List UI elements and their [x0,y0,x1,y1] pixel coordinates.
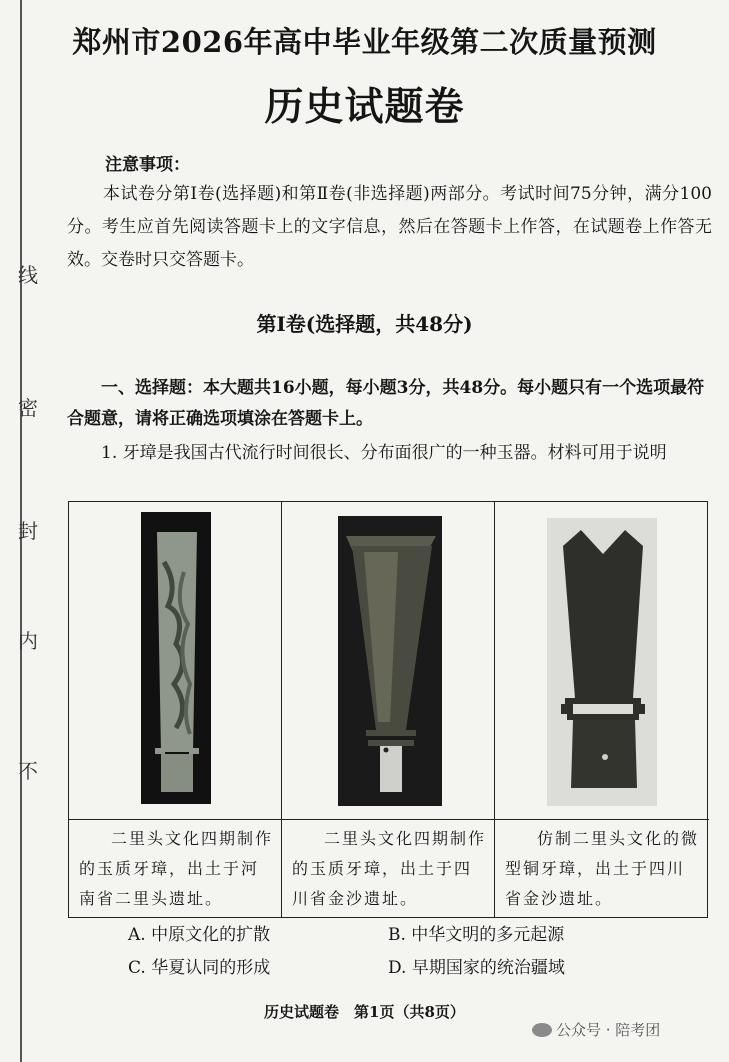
option-c: C. 华夏认同的形成 [128,958,271,978]
option-d: D. 早期国家的统治疆域 [388,958,565,978]
caption-cell [69,820,282,918]
answer-options [128,923,648,980]
page-footer: 历史试题卷 第1页（共8页） [264,1003,465,1021]
binding-line [18,0,38,1062]
artifact-caption: 二里头文化四期制作的玉质牙璋，出土于四川省金沙遗址。 [292,829,487,908]
wechat-icon [532,1023,552,1037]
binding-char: 密 [18,396,38,420]
artifact-caption: 二里头文化四期制作的玉质牙璋，出土于河南省二里头遗址。 [79,829,274,908]
artifact-table [68,501,708,918]
artifact-caption: 仿制二里头文化的微型铜牙璋，出土于四川省金沙遗址。 [505,829,700,908]
subject-title: 历史试题卷 [264,84,465,130]
option-b: B. 中华文明的多元起源 [388,925,565,945]
watermark [532,1019,660,1040]
question-1-stem: 1. 牙璋是我国古代流行时间很长、分布面很广的一种玉器。材料可用于说明 [101,443,667,463]
notice-heading: 注意事项： [105,155,190,175]
exam-title: 郑州市2026年高中毕业年级第二次质量预测 [72,25,657,59]
binding-char: 内 [18,629,38,653]
binding-char: 封 [18,519,38,543]
caption-cell [282,820,495,918]
option-a: A. 中原文化的扩散 [128,925,271,945]
watermark-text: 公众号 · 陪考团 [556,1021,661,1039]
jade-yazhang-jinsha-photo [282,502,495,820]
part-intro: 一、选择题：本大题共16小题，每小题3分，共48分。每小题只有一个选项最符合题意，请将正确选项填涂在答题卡上。 [67,378,705,429]
jade-yazhang-erlitou-photo [69,502,282,820]
section-title: 第Ⅰ卷(选择题，共48分) [256,312,473,336]
binding-char: 线 [18,263,38,287]
binding-char: 不 [18,759,38,783]
caption-cell [495,820,709,918]
notice-body: 本试卷分第Ⅰ卷(选择题)和第Ⅱ卷(非选择题)两部分。考试时间75分钟，满分100分。考生应首先阅读答题卡上的文字信息，然后在答题卡上作答，在试题卷上作答无效。交卷时只交答题卡。 [67,184,712,270]
bronze-yazhang-jinsha-photo [495,502,709,820]
